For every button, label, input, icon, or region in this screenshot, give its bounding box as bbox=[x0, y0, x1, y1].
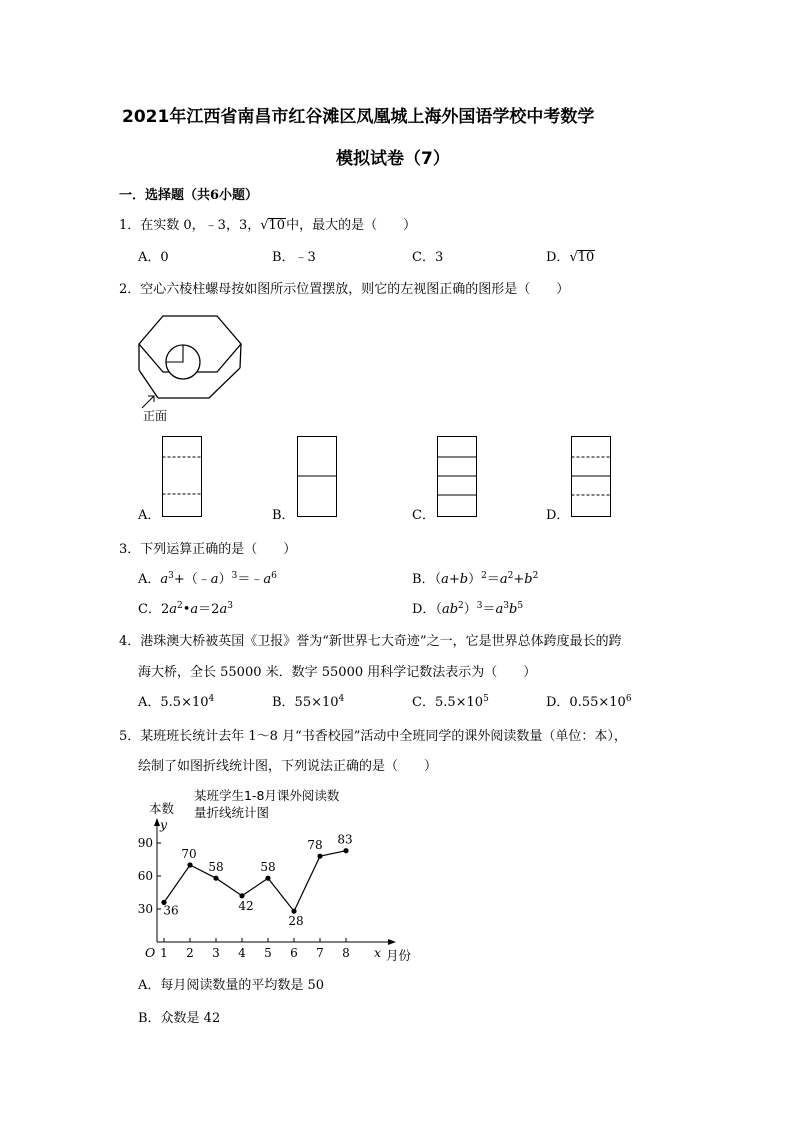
q2-option-a-figure bbox=[162, 436, 204, 518]
q4-d-exponent: 6 bbox=[625, 694, 632, 704]
q3-b-label: B． bbox=[412, 572, 435, 587]
x-tick-label: 3 bbox=[212, 946, 220, 960]
question-1-stem bbox=[119, 218, 416, 234]
data-label: 36 bbox=[163, 903, 179, 918]
origin-label: O bbox=[145, 945, 156, 960]
question-2-stem: 2．空心六棱柱螺母按如图所示位置摆放，则它的左视图正确的图形是（ ） bbox=[119, 282, 570, 297]
q1-option-a[interactable]: A．0 bbox=[138, 250, 169, 265]
q1-option-b[interactable]: B．﹣3 bbox=[272, 250, 316, 265]
q4-c-exponent: 5 bbox=[483, 694, 489, 704]
front-face-label: 正面 bbox=[143, 409, 168, 423]
y-tick-label: 90 bbox=[137, 836, 153, 850]
question-4-line1: 4．港珠澳大桥被英国《卫报》誉为“新世界七大奇迹”之一，它是世界总体跨度最长的跨 bbox=[119, 634, 622, 649]
x-tick-label: 5 bbox=[264, 946, 272, 960]
question-3-stem: 3．下列运算正确的是（ ） bbox=[119, 542, 297, 557]
y-tick-label: 60 bbox=[137, 869, 153, 883]
x-tick-label: 1 bbox=[160, 946, 168, 960]
q4-option-c[interactable] bbox=[412, 695, 489, 711]
q3-option-c[interactable]: C．$2a^2•a=2a^3$ bbox=[138, 601, 233, 617]
data-point bbox=[317, 854, 322, 859]
data-label: 28 bbox=[288, 914, 304, 929]
q2-option-b-figure bbox=[297, 436, 339, 518]
q4-b-text: B．55×10 bbox=[272, 695, 339, 710]
data-label: 83 bbox=[337, 832, 353, 847]
q1-stem-pre: 1．在实数 0，﹣3，3， bbox=[119, 218, 261, 233]
q4-b-exponent: 4 bbox=[338, 694, 345, 704]
question-5-line2: 绘制了如图折线统计图，下列说法正确的是（ ） bbox=[138, 759, 438, 774]
paper-title-line1: 2021年江西省南昌市红谷滩区凤凰城上海外国语学校中考数学 bbox=[122, 107, 595, 127]
data-label: 58 bbox=[260, 860, 276, 875]
q2-option-b[interactable]: B． bbox=[272, 508, 295, 523]
data-label: 58 bbox=[208, 860, 224, 875]
x-tick-label: 8 bbox=[342, 946, 350, 960]
data-point bbox=[187, 862, 192, 867]
q1-option-d-label: D． bbox=[546, 250, 570, 265]
q1-stem-post: 中，最大的是（ ） bbox=[286, 218, 417, 233]
q4-option-b[interactable] bbox=[272, 695, 344, 711]
q3-option-d[interactable]: D．$(ab^2)^3=a^3b^5$ bbox=[412, 601, 524, 617]
chart-title-line2: 量折线统计图 bbox=[194, 805, 270, 820]
q1-radicand: 10 bbox=[268, 218, 286, 233]
q3-option-a[interactable]: A．$a^3+(﹣a)^3=﹣a^6$ bbox=[138, 571, 277, 587]
y-axis-title: 本数 bbox=[149, 801, 175, 816]
q5-option-a[interactable]: A．每月阅读数量的平均数是 50 bbox=[138, 978, 325, 993]
q1-option-d[interactable] bbox=[546, 250, 595, 266]
x-tick-label: 7 bbox=[316, 946, 324, 960]
q2-option-d-figure bbox=[571, 436, 613, 518]
q3-d-label: D． bbox=[412, 602, 436, 617]
data-point bbox=[291, 909, 296, 914]
q4-d-text: D．0.55×10 bbox=[546, 695, 626, 710]
sqrt-sign-icon: √ bbox=[569, 250, 578, 265]
x-axis-arrow-icon bbox=[388, 939, 396, 945]
sqrt-sign-icon: √ bbox=[260, 218, 269, 233]
view-arrow-icon bbox=[142, 396, 154, 408]
q3-a-label: A． bbox=[138, 572, 161, 587]
paper-title-line2: 模拟试卷（7） bbox=[336, 149, 450, 169]
q2-option-a[interactable]: A． bbox=[138, 508, 161, 523]
x-axis-title: 月份 bbox=[386, 948, 412, 963]
y-axis-variable: y bbox=[160, 817, 168, 832]
section-heading: 一．选择题（共6小题） bbox=[119, 188, 259, 203]
q2-option-d[interactable]: D． bbox=[546, 508, 570, 523]
q4-option-d[interactable] bbox=[546, 695, 632, 711]
q4-a-exponent: 4 bbox=[208, 694, 215, 704]
q4-a-text: A．5.5×10 bbox=[138, 695, 209, 710]
question-5-line1: 5．某班班长统计去年 1～8 月“书香校园”活动中全班同学的课外阅读数量（单位：本）， bbox=[119, 729, 627, 744]
reading-line-chart bbox=[130, 782, 430, 972]
data-label: 78 bbox=[307, 838, 323, 853]
q4-c-text: C．5.5×10 bbox=[412, 695, 484, 710]
x-tick-label: 4 bbox=[238, 946, 246, 960]
q5-option-b[interactable]: B．众数是 42 bbox=[138, 1011, 221, 1026]
data-label: 42 bbox=[238, 898, 254, 913]
x-axis-variable: x bbox=[374, 945, 382, 960]
data-point bbox=[343, 848, 348, 853]
x-tick-label: 6 bbox=[290, 946, 298, 960]
q3-c-label: C． bbox=[138, 602, 161, 617]
chart-title-line1: 某班学生1-8月课外阅读数 bbox=[194, 788, 340, 803]
q1-option-c[interactable]: C．3 bbox=[412, 250, 444, 265]
q4-option-a[interactable] bbox=[138, 695, 214, 711]
x-tick-label: 2 bbox=[186, 946, 194, 960]
q1-option-d-radicand: 10 bbox=[577, 250, 595, 265]
data-point bbox=[213, 876, 218, 881]
data-point bbox=[239, 893, 244, 898]
y-tick-label: 30 bbox=[137, 902, 153, 916]
q2-option-c[interactable]: C． bbox=[412, 508, 435, 523]
q3-option-b[interactable]: B．$(a+b)^2=a^2+b^2$ bbox=[412, 571, 539, 587]
q2-option-c-figure bbox=[437, 436, 479, 518]
data-point bbox=[265, 876, 270, 881]
question-4-line2: 海大桥，全长 55000 米．数字 55000 用科学记数法表示为（ ） bbox=[138, 665, 537, 680]
data-label: 70 bbox=[181, 847, 197, 861]
